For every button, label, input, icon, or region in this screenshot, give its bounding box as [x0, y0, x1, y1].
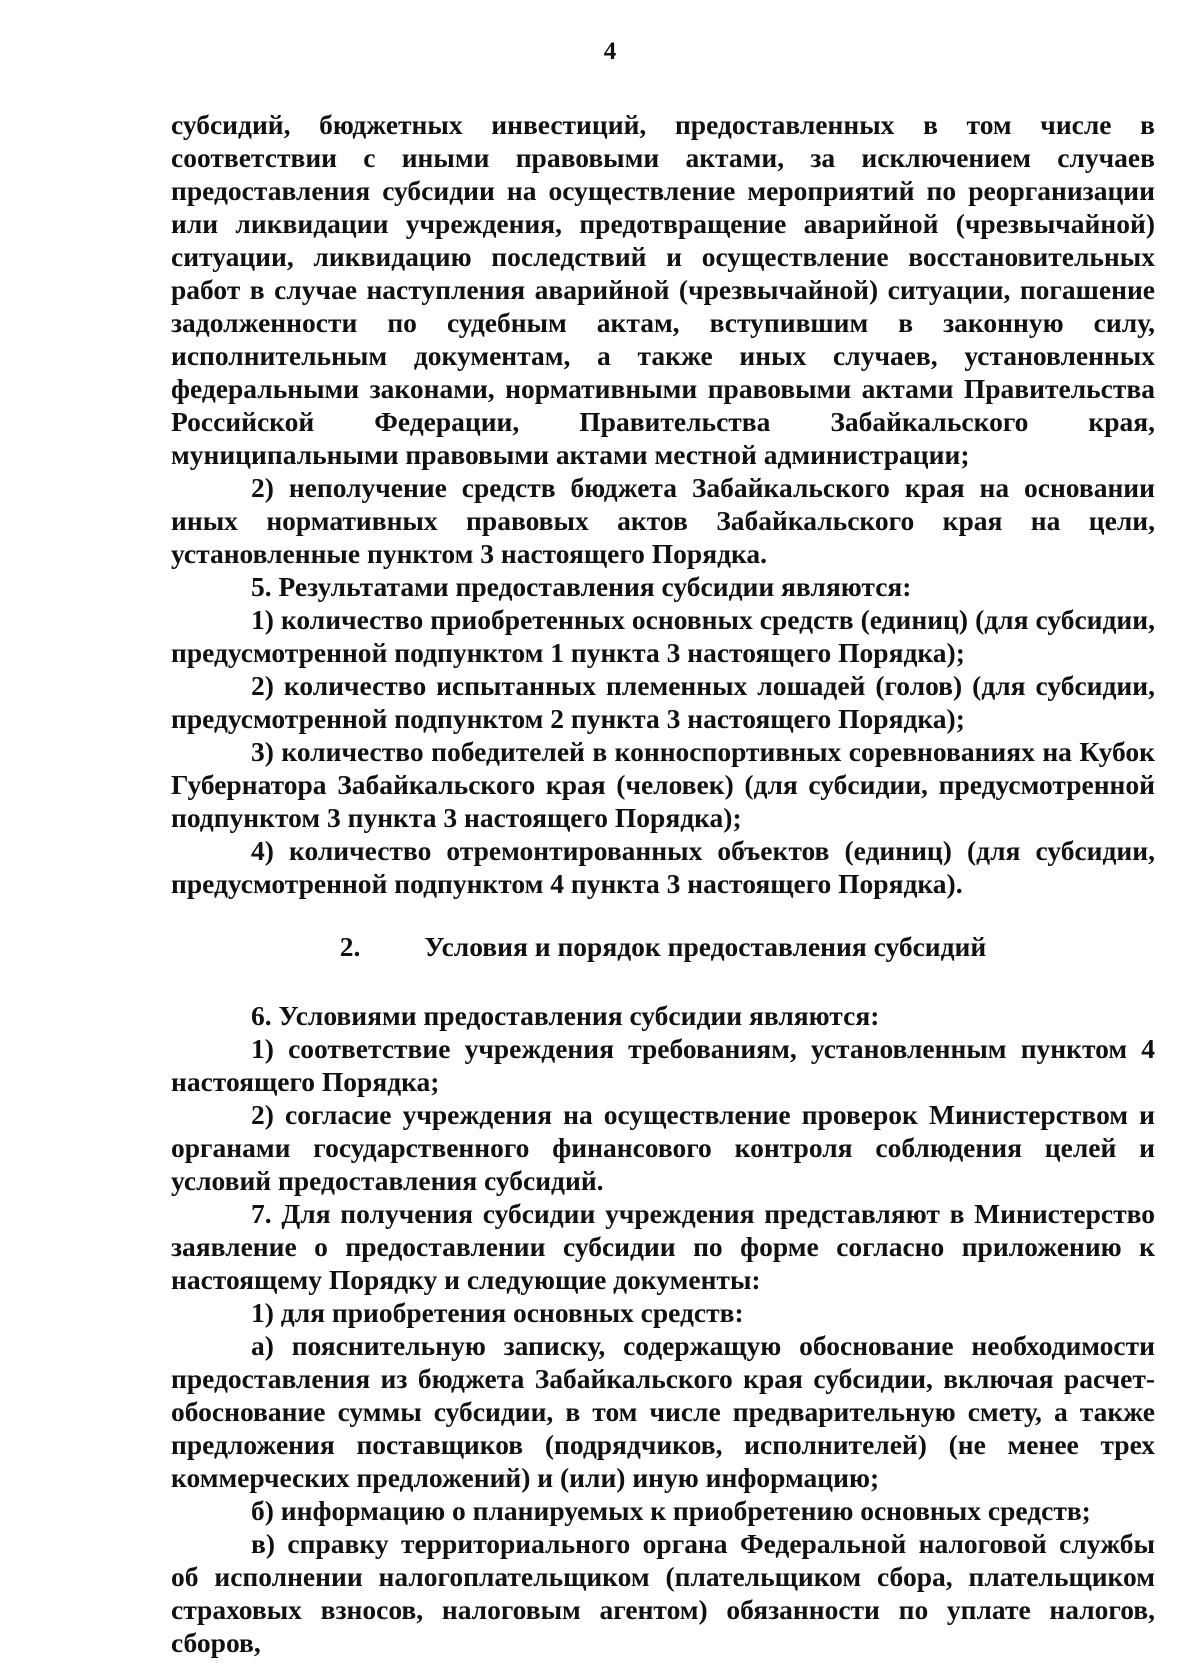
- paragraph-doc-v: в) справку территориального органа Федеральной налоговой службы об исполнении налогоплательщиком (плательщиком сбора, плательщиком страховых взносов, налоговым агентом) обязанности по уплате налогов, сборов,: [171, 1528, 1155, 1658]
- document-body: [171, 108, 1155, 1659]
- section-number: 2.: [339, 931, 361, 962]
- paragraph-result-3: 3) количество победителей в конноспортивных соревнованиях на Кубок Губернатора Забайкальского края (человек) (для субсидии, предусмотренной подпунктом 3 пункта 3 настоящего Порядка);: [171, 736, 1155, 833]
- paragraph-result-2: 2) количество испытанных племенных лошадей (голов) (для субсидии, предусмотренной подпунктом 2 пункта 3 настоящего Порядка);: [171, 670, 1155, 734]
- paragraph-continuation: субсидий, бюджетных инвестиций, предоставленных в том числе в соответствии с иными правовыми актами, за исключением случаев предоставления субсидии на осуществление мероприятий по реорганизации или ликвидации учреждения, предотвращение аварийной (чрезвычайной) ситуации, ликвидацию последствий и осуществление восстановительных работ в случае наступления аварийной (чрезвычайной) ситуации, погашение задолженности по судебным актам, вступившим в законную силу, исполнительным документам, а также иных случаев, установленных федеральными законами, нормативными правовыми актами Правительства Российской Федерации, Правительства Забайкальского края, муниципальными правовыми актами местной администрации;: [171, 109, 1155, 470]
- paragraph-condition-2: 2) согласие учреждения на осуществление проверок Министерством и органами государственного финансового контроля соблюдения целей и условий предоставления субсидий.: [171, 1099, 1155, 1196]
- paragraph-doc-1: 1) для приобретения основных средств:: [251, 1297, 744, 1328]
- paragraph-item-2: 2) неполучение средств бюджета Забайкальского края на основании иных нормативных правовых актов Забайкальского края на цели, установленные пунктом 3 настоящего Порядка.: [171, 472, 1155, 569]
- section-title: Условия и порядок предоставления субсидий: [424, 931, 987, 962]
- paragraph-doc-a: а) пояснительную записку, содержащую обоснование необходимости предоставления из бюджета Забайкальского края субсидии, включая расчет-обоснование суммы субсидии, в том числе предварительную смету, а также предложения поставщиков (подрядчиков, исполнителей) (не менее трех коммерческих предложений) и (или) иную информацию;: [171, 1330, 1155, 1493]
- paragraph-condition-1: 1) соответствие учреждения требованиям, установленным пунктом 4 настоящего Порядка;: [171, 1033, 1155, 1097]
- paragraph-doc-b: б) информацию о планируемых к приобретению основных средств;: [251, 1495, 1091, 1526]
- paragraph-clause-7: 7. Для получения субсидии учреждения представляют в Министерство заявление о предоставлении субсидии по форме согласно приложению к настоящему Порядку и следующие документы:: [171, 1198, 1155, 1295]
- paragraph-result-1: 1) количество приобретенных основных средств (единиц) (для субсидии, предусмотренной подпунктом 1 пункта 3 настоящего Порядка);: [171, 604, 1155, 668]
- page-number: 4: [603, 38, 617, 65]
- paragraph-clause-5: 5. Результатами предоставления субсидии являются:: [251, 571, 912, 602]
- section-heading: [171, 930, 1155, 963]
- paragraph-clause-6: 6. Условиями предоставления субсидии являются:: [251, 1000, 880, 1031]
- paragraph-result-4: 4) количество отремонтированных объектов (единиц) (для субсидии, предусмотренной подпунктом 4 пункта 3 настоящего Порядка).: [171, 835, 1155, 899]
